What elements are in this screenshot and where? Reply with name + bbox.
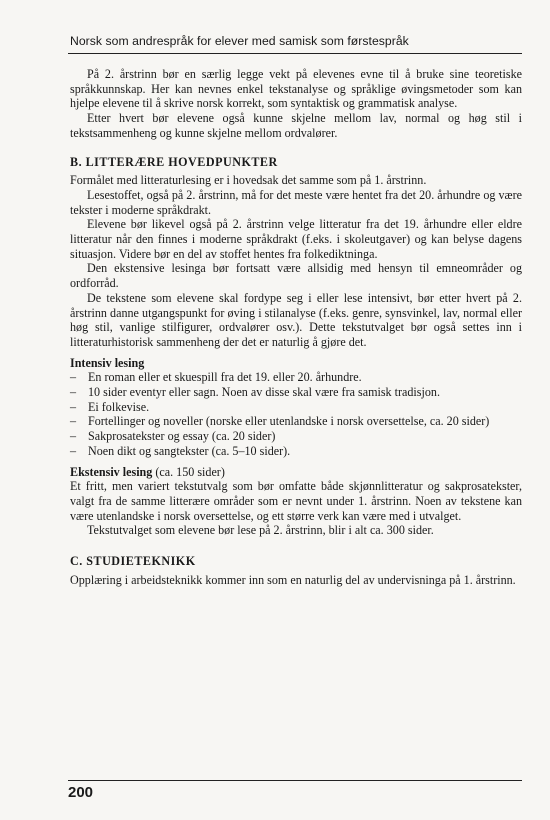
section-b-paragraph-5: De tekstene som elevene skal fordype seg i eller lese intensivt, bør etter hvert på 2. årstrinn danne utgangspunkt for øving i stilanalyse (f.eks. genre, synsvinkel, lav, normal eller høg stil, vanlige stilfigurer, ordvalører osv.). Dette tekstutvalget bør også settes inn i litteraturhistorisk sammenheng der det er naturlig å gjøre det. — [70, 290, 522, 349]
extensive-reading-heading-line — [70, 465, 522, 480]
extensive-reading-paragraph-2: Tekstutvalget som elevene bør lese på 2. årstrinn, blir i alt ca. 300 sider. — [87, 523, 434, 538]
list-item: – Sakprosatekster og essay (ca. 20 sider) — [70, 429, 522, 444]
section-b-paragraph-2: Lesestoffet, også på 2. årstrinn, må for det meste være hentet fra det 20. århundre og være tekster i moderne språkdrakt. — [70, 187, 522, 217]
header-rule — [68, 53, 522, 54]
page-number: 200 — [68, 784, 94, 801]
list-item: – Fortellinger og noveller (norske eller utenlandske i norsk oversettelse, ca. 20 sider) — [70, 414, 522, 429]
intensive-reading-heading: Intensiv lesing — [70, 355, 145, 370]
section-b-heading: B. LITTERÆRE HOVEDPUNKTER — [70, 154, 278, 169]
extensive-reading-paragraph-1: Et fritt, men variert tekstutvalg som bør omfatte både skjønnlitteratur og sakprosatekster, valgt fra de samme litterære områder som er nevnt under 1. årstrinn. Noen av tekstene kan være utenlandske i norsk oversettelse, og ett større verk kan være med i utvalget. — [70, 479, 522, 523]
footer-rule — [68, 780, 522, 781]
section-c-paragraph-1: Opplæring i arbeidsteknikk kommer inn som en naturlig del av undervisninga på 1. årstrinn. — [70, 572, 516, 587]
section-b-paragraph-3: Elevene bør likevel også på 2. årstrinn velge litteratur fra det 19. århundre eller eldre litteratur når den finnes i moderne språkdrakt (f.eks. i skoleutgaver) og kan belyse dagens situasjon. Videre bør en del av stoffet hentes fra folkediktninga. — [70, 217, 522, 261]
paragraph-intro: På 2. årstrinn bør en særlig legge vekt på elevenes evne til å bruke sine teoretiske språkkunnskap. Her kan nevnes enkel tekstanalyse og språklige øvingsmetoder som kan hjelpe elevene til å skrive norsk korrekt, som syntaktisk og grammatisk analyse. — [70, 67, 522, 111]
section-c-heading: C. STUDIETEKNIKK — [70, 554, 196, 569]
paragraph-style: Etter hvert bør elevene også kunne skjelne mellom lav, normal og høg stil i tekstsammenheng og kunne skjelne mellom ordvalører. — [70, 111, 522, 140]
extensive-reading-note: (ca. 150 sider) — [152, 464, 225, 479]
section-b-paragraph-1: Formålet med litteraturlesing er i hovedsak det samme som på 1. årstrinn. — [70, 173, 427, 188]
section-b-paragraph-4: Den ekstensive lesinga bør fortsatt være allsidig med hensyn til emneområder og ordforråd. — [70, 261, 522, 291]
extensive-reading-heading: Ekstensiv lesing — [70, 464, 153, 479]
page-body — [70, 67, 522, 588]
intensive-reading-list — [70, 370, 522, 458]
list-item: – Noen dikt og sangtekster (ca. 5–10 sider). — [70, 444, 522, 459]
list-item: – 10 sider eventyr eller sagn. Noen av disse skal være fra samisk tradisjon. — [70, 385, 522, 400]
list-item: – Ei folkevise. — [70, 400, 522, 415]
list-item: – En roman eller et skuespill fra det 19. eller 20. århundre. — [70, 370, 522, 385]
running-header: Norsk som andrespråk for elever med samisk som førstespråk — [70, 34, 409, 48]
